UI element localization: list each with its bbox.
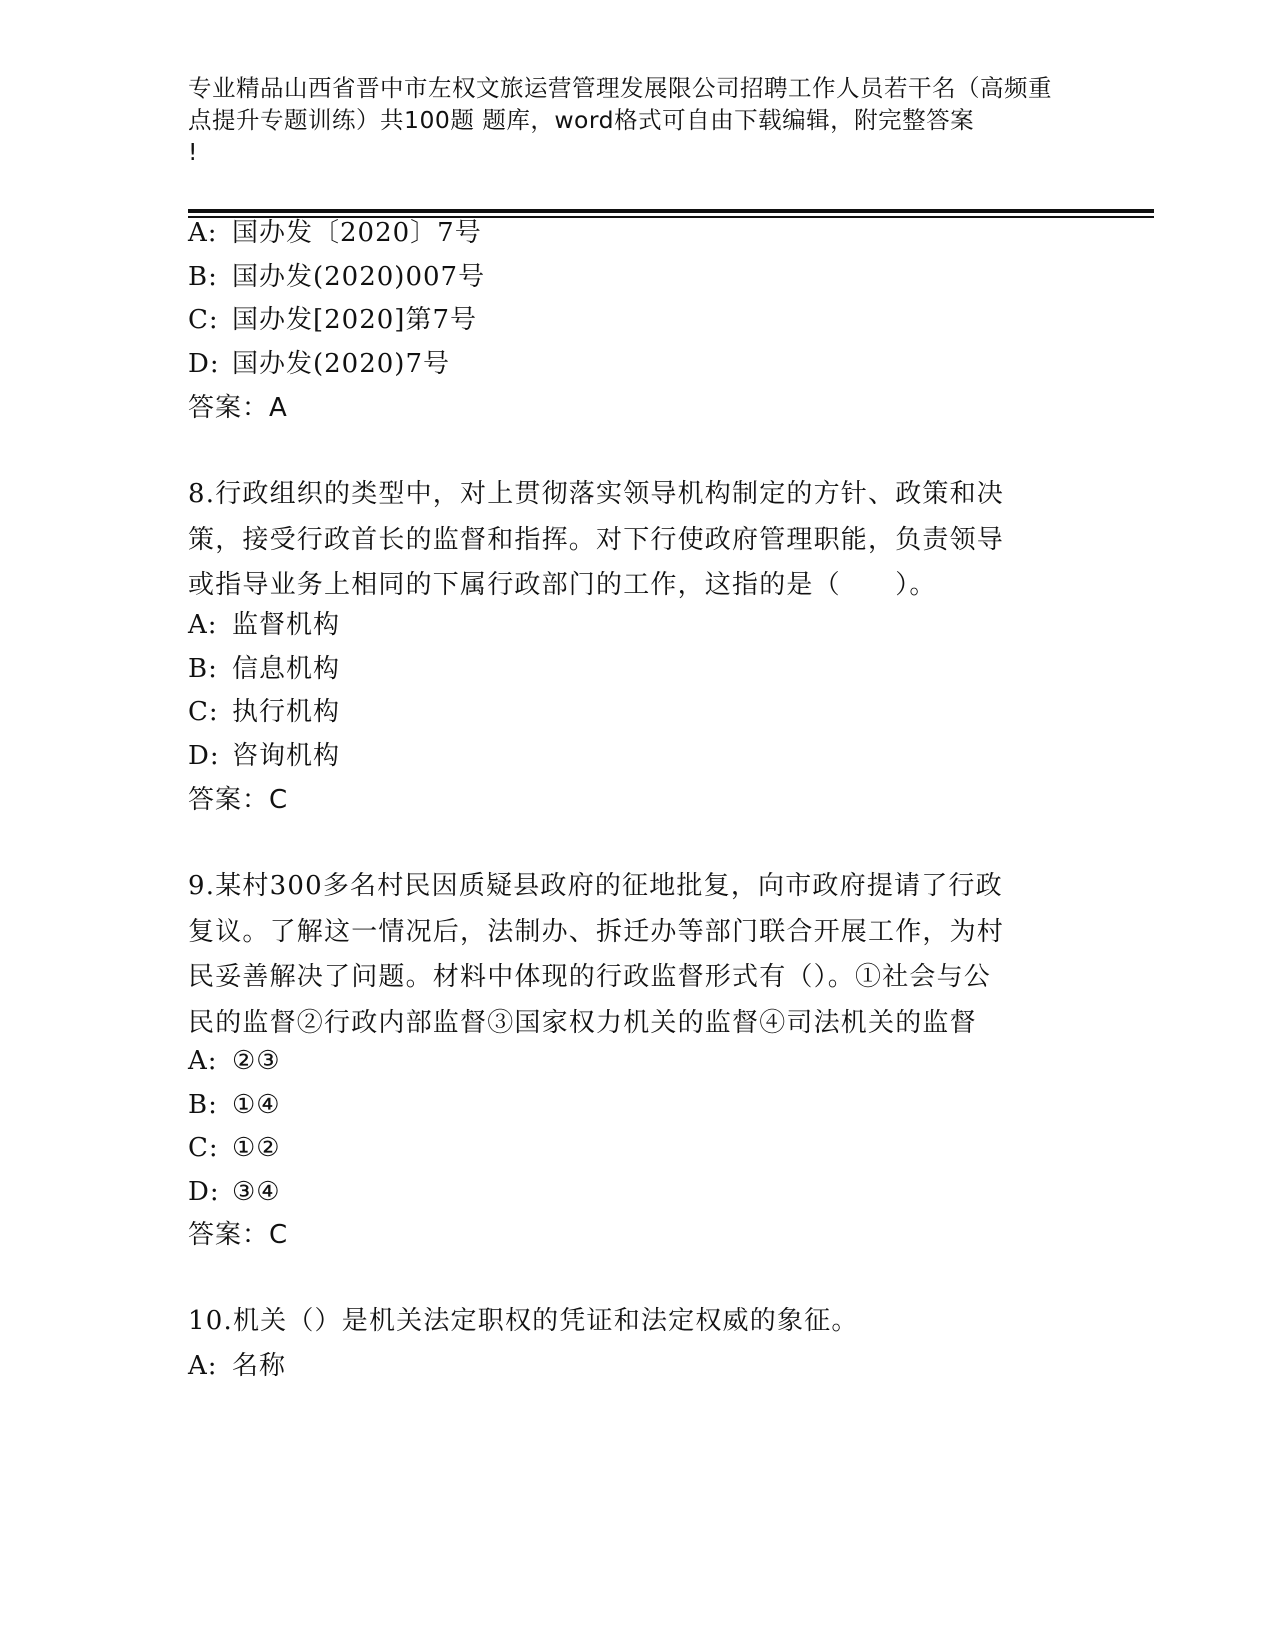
option-text: 国办发(2020)7号 (232, 349, 450, 379)
option-text: 执行机构 (232, 697, 341, 727)
prev-option-a (188, 211, 482, 256)
option-letter: A: (188, 1046, 218, 1076)
option-text: 监督机构 (232, 610, 341, 640)
q8-option-b (188, 647, 340, 692)
q10-option-a (188, 1344, 286, 1389)
question-line: 10.机关（）是机关法定职权的凭证和法定权威的象征。 (188, 1306, 859, 1336)
option-text: ②③ (232, 1046, 281, 1076)
option-text: 名称 (232, 1351, 287, 1381)
option-text: ③④ (232, 1177, 281, 1207)
option-text: 国办发[2020]第7号 (232, 305, 477, 335)
q9-option-b (188, 1083, 281, 1128)
option-letter: D: (188, 1177, 220, 1207)
document-header (188, 72, 1088, 168)
option-letter: B: (188, 1090, 218, 1120)
question-line: 或指导业务上相同的下属行政部门的工作，这指的是（ ）。 (188, 570, 937, 600)
question-line: 复议。了解这一情况后，法制办、拆迁办等部门联合开展工作，为村 (188, 916, 1005, 947)
option-letter: A: (188, 610, 218, 640)
option-letter: A: (188, 1351, 218, 1381)
q9-option-c (188, 1126, 281, 1171)
question-8-text (188, 472, 1004, 609)
question-line: 策，接受行政首长的监督和指挥。对下行使政府管理职能，负责领导 (188, 524, 1005, 555)
option-letter: B: (188, 654, 218, 684)
question-line: 8.行政组织的类型中，对上贯彻落实领导机构制定的方针、政策和决 (188, 479, 1005, 509)
question-9-text (188, 864, 1004, 1046)
question-line: 9.某村300多名村民因质疑县政府的征地批复，向市政府提请了行政 (188, 871, 1003, 901)
option-letter: C: (188, 1133, 219, 1163)
q8-answer: 答案：C (188, 785, 289, 815)
q9-option-d (188, 1170, 281, 1215)
question-line: 民的监督②行政内部监督③国家权力机关的监督④司法机关的监督 (188, 1007, 977, 1038)
option-text: ①④ (232, 1090, 281, 1120)
option-letter: D: (188, 349, 220, 379)
prev-answer: 答案：A (188, 393, 288, 423)
question-10-text (188, 1299, 859, 1345)
q8-option-d (188, 734, 340, 779)
header-title-line-3: ! (188, 138, 198, 166)
q9-answer: 答案：C (188, 1220, 289, 1250)
option-letter: D: (188, 741, 220, 771)
option-text: 国办发〔2020〕7号 (232, 218, 482, 248)
prev-option-d (188, 342, 450, 387)
header-title-line-2: 点提升专题训练）共100题 题库，word格式可自由下载编辑，附完整答案 (188, 106, 975, 134)
header-title-line-1: 专业精品山西省晋中市左权文旅运营管理发展限公司招聘工作人员若干名（高频重 (188, 74, 1052, 102)
option-text: 国办发(2020)007号 (232, 262, 486, 292)
q8-option-c (188, 690, 340, 735)
option-text: 信息机构 (232, 654, 341, 684)
q8-option-a (188, 603, 340, 648)
q9-option-a (188, 1039, 281, 1084)
option-text: ①② (232, 1133, 281, 1163)
prev-option-c (188, 298, 477, 343)
question-line: 民妥善解决了问题。材料中体现的行政监督形式有（）。①社会与公 (188, 962, 992, 992)
prev-option-b (188, 255, 485, 300)
option-letter: C: (188, 697, 219, 727)
option-text: 咨询机构 (232, 741, 341, 771)
option-letter: C: (188, 305, 219, 335)
option-letter: B: (188, 262, 218, 292)
option-letter: A: (188, 218, 218, 248)
